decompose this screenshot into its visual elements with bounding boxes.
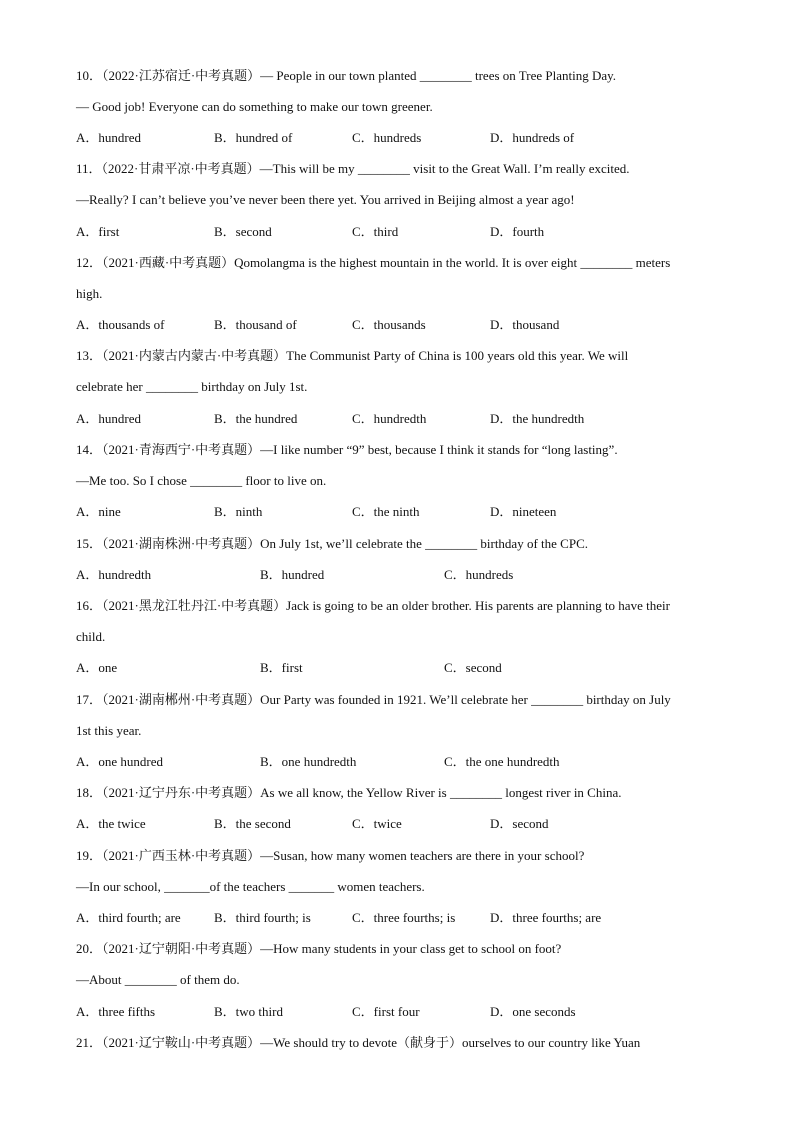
question-10-options — [76, 130, 736, 146]
question-11-options — [76, 224, 736, 240]
option-c: C．first four — [352, 1004, 420, 1019]
option-d: D．hundreds of — [490, 130, 575, 145]
option-c: C．the one hundredth — [444, 754, 560, 769]
option-a: A．thousands of — [76, 317, 165, 332]
option-d: D．fourth — [490, 224, 545, 239]
question-13-line-2: celebrate her ________ birthday on July 1st. — [76, 379, 308, 394]
option-c: C．twice — [352, 816, 402, 831]
option-c: C．three fourths; is — [352, 910, 456, 925]
option-a: A．nine — [76, 504, 121, 519]
question-20-line-1: 20．（2021·辽宁朝阳·中考真题）—How many students in your class get to school on foot? — [76, 941, 562, 956]
option-a: A．one — [76, 660, 118, 675]
question-19-line-2: —In our school, _______of the teachers _______ women teachers. — [76, 879, 425, 894]
option-a: A．hundred — [76, 130, 141, 145]
option-b: B．the hundred — [214, 411, 298, 426]
question-14-line-1: 14．（2021·青海西宁·中考真题）—I like number “9” best, because I think it stands for “long lasting”. — [76, 442, 618, 457]
question-15-line-1: 15．（2021·湖南株洲·中考真题）On July 1st, we’ll celebrate the ________ birthday of the CPC. — [76, 536, 588, 551]
option-d: D．three fourths; are — [490, 910, 602, 925]
option-b: B．first — [260, 660, 303, 675]
option-d: D．thousand — [490, 317, 560, 332]
option-b: B．two third — [214, 1004, 283, 1019]
option-b: B．third fourth; is — [214, 910, 311, 925]
option-a: A．hundred — [76, 411, 141, 426]
option-b: B．one hundredth — [260, 754, 357, 769]
question-17-line-1: 17．（2021·湖南郴州·中考真题）Our Party was founded in 1921. We’ll celebrate her ________ birthday on July — [76, 692, 671, 707]
option-c: C．hundredth — [352, 411, 427, 426]
question-13-line-1: 13．（2021·内蒙古内蒙古·中考真题）The Communist Party of China is 100 years old this year. We will — [76, 348, 629, 363]
question-14-line-2: —Me too. So I chose ________ floor to live on. — [76, 473, 327, 488]
question-15-options — [76, 567, 736, 583]
question-19-options — [76, 910, 736, 926]
option-c: C．hundreds — [444, 567, 514, 582]
option-d: D．one seconds — [490, 1004, 576, 1019]
question-16-line-1: 16．（2021·黑龙江牡丹江·中考真题）Jack is going to be an older brother. His parents are planning to have their — [76, 598, 670, 613]
option-c: C．the ninth — [352, 504, 420, 519]
question-18-options — [76, 816, 736, 832]
option-c: C．third — [352, 224, 399, 239]
option-a: A．three fifths — [76, 1004, 156, 1019]
question-16-line-2: child. — [76, 629, 106, 644]
question-10-line-2: — Good job! Everyone can do something to make our town greener. — [76, 99, 433, 114]
question-11-line-1: 11．（2022·甘肃平凉·中考真题）—This will be my ________ visit to the Great Wall. I’m really excited. — [76, 161, 630, 176]
option-b: B．hundred — [260, 567, 325, 582]
option-b: B．thousand of — [214, 317, 297, 332]
option-b: B．hundred of — [214, 130, 293, 145]
option-c: C．hundreds — [352, 130, 422, 145]
question-20-options — [76, 1004, 736, 1020]
question-10-line-1: 10．（2022·江苏宿迁·中考真题）— People in our town planted ________ trees on Tree Planting Day. — [76, 68, 617, 83]
question-14-options — [76, 504, 736, 520]
option-a: A．first — [76, 224, 120, 239]
question-13-options — [76, 411, 736, 427]
option-c: C．thousands — [352, 317, 426, 332]
option-b: B．the second — [214, 816, 291, 831]
option-a: A．one hundred — [76, 754, 164, 769]
option-a: A．third fourth; are — [76, 910, 181, 925]
question-17-options — [76, 754, 736, 770]
question-12-options — [76, 317, 736, 333]
option-d: D．second — [490, 816, 549, 831]
question-18-line-1: 18．（2021·辽宁丹东·中考真题）As we all know, the Yellow River is ________ longest river in China. — [76, 785, 622, 800]
question-12-line-2: high. — [76, 286, 103, 301]
option-d: D．nineteen — [490, 504, 557, 519]
option-c: C．second — [444, 660, 502, 675]
question-21-line-1: 21．（2021·辽宁鞍山·中考真题）—We should try to devote（献身于）ourselves to our country like Yuan — [76, 1035, 641, 1050]
option-a: A．hundredth — [76, 567, 152, 582]
question-12-line-1: 12．（2021·西藏·中考真题）Qomolangma is the highest mountain in the world. It is over eight ________ meters — [76, 255, 671, 270]
option-b: B．ninth — [214, 504, 263, 519]
option-b: B．second — [214, 224, 272, 239]
option-d: D．the hundredth — [490, 411, 585, 426]
option-a: A．the twice — [76, 816, 146, 831]
question-20-line-2: —About ________ of them do. — [76, 972, 240, 987]
question-17-line-2: 1st this year. — [76, 723, 142, 738]
question-16-options — [76, 660, 736, 676]
question-19-line-1: 19．（2021·广西玉林·中考真题）—Susan, how many women teachers are there in your school? — [76, 848, 585, 863]
question-11-line-2: —Really? I can’t believe you’ve never been there yet. You arrived in Beijing almost a year ago! — [76, 192, 575, 207]
